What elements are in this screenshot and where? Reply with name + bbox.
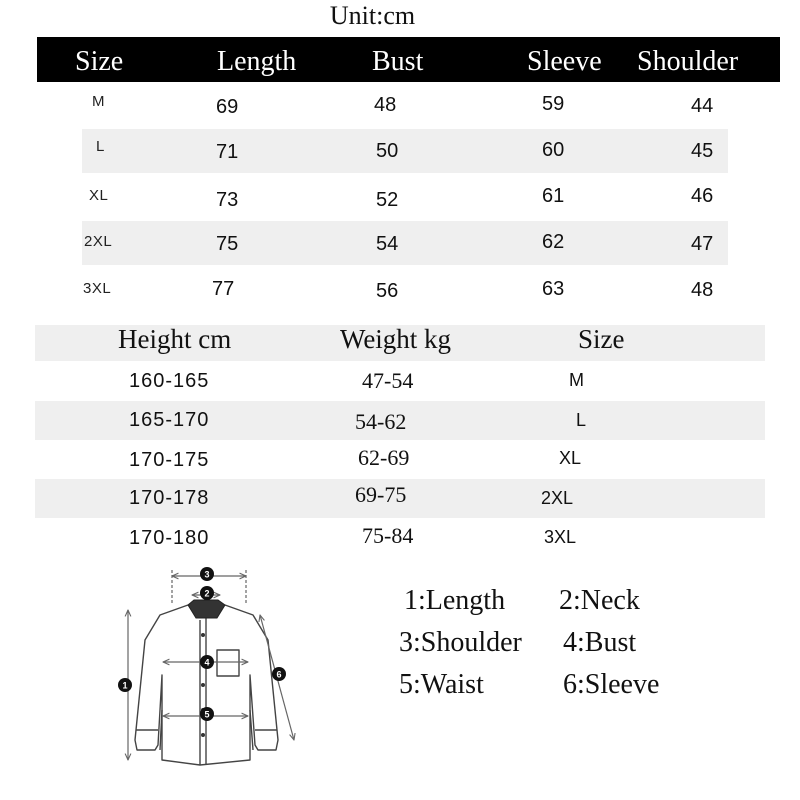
cell-weight: 54-62 [355,409,407,434]
legend-sleeve: 6:Sleeve [563,669,660,700]
cell-weight: 69-75 [355,482,407,507]
cell-length: 73 [216,189,239,211]
marker-4: 4 [204,657,210,668]
table-row [35,479,765,518]
cell-length: 75 [216,233,239,255]
legend-waist: 5:Waist [399,669,484,700]
marker-3: 3 [204,569,210,580]
marker-2: 2 [204,588,210,599]
cell-sleeve: 60 [542,139,565,161]
cell-sleeve: 59 [542,93,565,115]
cell-height: 170-180 [129,527,210,549]
table-row [82,265,728,309]
legend-shoulder: 3:Shoulder [399,627,522,658]
cell-weight: 75-84 [362,523,414,548]
measure-table-header [37,37,780,82]
table-row [82,221,728,265]
cell-shoulder: 44 [691,95,714,117]
cell-sleeve: 63 [542,278,565,300]
cell-height: 170-175 [129,449,210,471]
cell-height: 170-178 [129,487,210,509]
header-weight: Weight kg [340,324,452,354]
cell-length: 77 [212,278,235,300]
cell-height: 165-170 [129,409,210,431]
table-row [82,173,728,217]
table-row [35,440,765,479]
table-row [35,401,765,440]
cell-shoulder: 47 [691,233,714,255]
cell-fit-size: 3XL [544,527,577,547]
cell-bust: 48 [374,94,397,116]
cell-bust: 56 [376,280,399,302]
header-bust: Bust [372,46,424,77]
cell-size: XL [89,187,109,204]
cell-length: 69 [216,96,239,118]
cell-shoulder: 45 [691,140,714,162]
table-row [35,518,765,557]
cell-fit-size: 2XL [541,488,574,508]
legend-length: 1:Length [404,585,506,616]
header-height: Height cm [118,324,232,354]
header-sleeve: Sleeve [527,46,602,77]
cell-sleeve: 61 [542,185,565,207]
header-size: Size [75,46,124,77]
cell-height: 160-165 [129,370,210,392]
cell-bust: 54 [376,233,399,255]
header-length: Length [217,46,297,77]
cell-fit-size: L [576,410,587,430]
cell-fit-size: XL [559,448,582,468]
cell-length: 71 [216,141,239,163]
cell-bust: 50 [376,140,399,162]
marker-6: 6 [276,669,282,680]
table-row [82,129,728,173]
table-row [35,362,765,401]
cell-shoulder: 46 [691,185,714,207]
marker-5: 5 [204,709,210,720]
cell-bust: 52 [376,189,399,211]
cell-weight: 47-54 [362,368,414,393]
cell-size: L [96,138,105,155]
marker-1: 1 [122,680,128,691]
table-row [82,85,728,129]
cell-fit-size: M [569,370,584,390]
cell-shoulder: 48 [691,279,714,301]
cell-weight: 62-69 [358,445,410,470]
cell-size: 2XL [84,233,113,250]
cell-size: 3XL [83,280,112,297]
cell-size: M [92,93,105,110]
header-fit-size: Size [578,324,625,354]
legend-bust: 4:Bust [563,627,637,658]
cell-sleeve: 62 [542,231,565,253]
shirt-diagram [100,560,330,775]
unit-label: Unit:cm [329,1,416,30]
legend-neck: 2:Neck [559,585,640,616]
header-shoulder: Shoulder [637,46,739,77]
